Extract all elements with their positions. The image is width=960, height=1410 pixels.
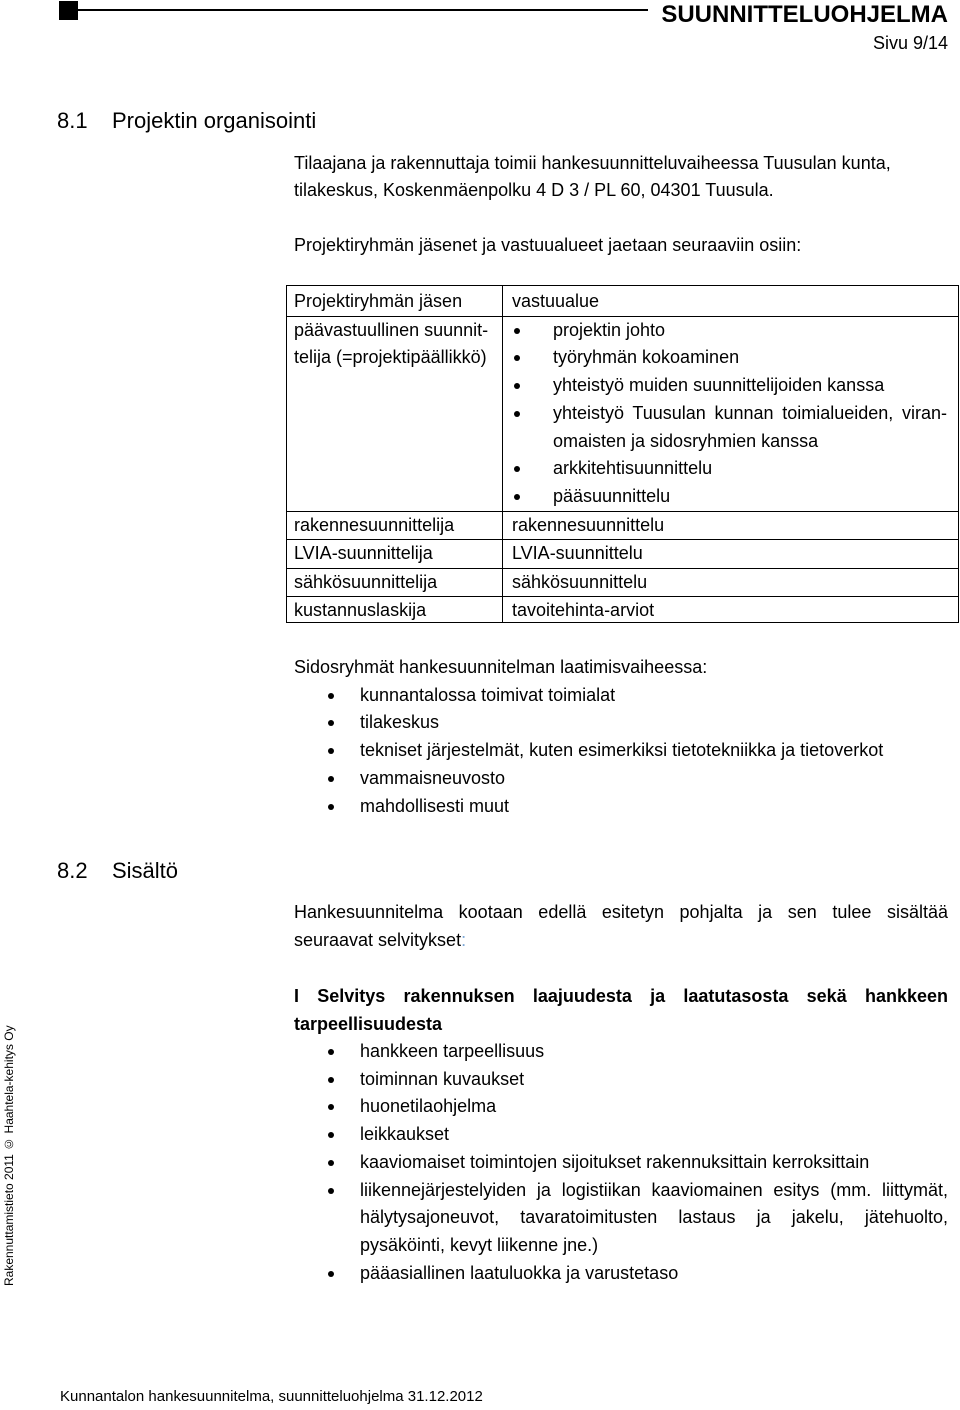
table-cell-area-item-continued: omaisten ja sidosryhmien kanssa (553, 431, 819, 451)
part-1-list-item: toiminnan kuvaukset (360, 1069, 525, 1089)
table-cell-member: telija (=projektipäällikkö) (294, 347, 487, 367)
part-1-list-item: leikkaukset (360, 1124, 450, 1144)
bullet-icon (514, 411, 520, 417)
section-1-intro-line: Tilaajana ja rakennuttaja toimii hankesuunnitteluvaiheessa Tuusulan kunta, (294, 153, 891, 173)
part-1-list-item-continued: hälytysajoneuvot, tavaratoimitusten lastaus ja jakelu, jätehuolto, (360, 1207, 948, 1227)
section-2-intro-colon: : (461, 930, 467, 950)
table-cell-member: sähkösuunnittelija (294, 572, 438, 592)
part-1-list-item-continued: pysäköinti, kevyt liikenne jne.) (360, 1235, 599, 1255)
section-2-intro-line (294, 927, 466, 953)
bullet-icon (328, 1132, 334, 1138)
bullet-icon (514, 328, 520, 334)
part-1-list-item: pääasiallinen laatuluokka ja varustetaso (360, 1263, 679, 1283)
stakeholder-list-item: tekniset järjestelmät, kuten esimerkiksi tietotekniikka ja tietoverkot (360, 740, 884, 760)
section-2-number: 8.2 (57, 858, 88, 883)
section-1-intro-line: tilakeskus, Koskenmäenpolku 4 D 3 / PL 60, 04301 Tuusula. (294, 180, 774, 200)
bullet-icon (328, 1104, 334, 1110)
part-1-list-item: kaaviomaiset toimintojen sijoitukset rakennuksittain kerroksittain (360, 1152, 870, 1172)
table-cell-area-item: työryhmän kokoaminen (553, 347, 740, 367)
bullet-icon (328, 1188, 334, 1194)
table-cell-area: sähkösuunnittelu (512, 572, 648, 592)
team-table-header-area: vastuualue (512, 291, 600, 311)
bullet-icon (514, 466, 520, 472)
part-1-list-item: hankkeen tarpeellisuus (360, 1041, 545, 1061)
document-type-title: SUUNNITTELUOHJELMA (661, 1, 948, 28)
bullet-icon (514, 355, 520, 361)
sidebar-copyright: Rakennuttamistieto 2011 © Haahtela-kehitys Oy (2, 1025, 16, 1286)
table-cell-area-item: yhteistyö muiden suunnittelijoiden kanssa (553, 375, 885, 395)
bullet-icon (328, 1160, 334, 1166)
stakeholders-intro: Sidosryhmät hankesuunnitelman laatimisvaiheessa: (294, 657, 708, 677)
part-1-title-line: tarpeellisuudesta (294, 1014, 443, 1034)
team-table-intro: Projektiryhmän jäsenet ja vastuualueet jaetaan seuraaviin osiin: (294, 235, 802, 255)
team-table-column-divider (502, 285, 503, 623)
stakeholder-list-item: tilakeskus (360, 712, 440, 732)
section-2-intro-line: Hankesuunnitelma kootaan edellä esitetyn pohjalta ja sen tulee sisältää (294, 902, 948, 922)
stakeholder-list-item: mahdollisesti muut (360, 796, 510, 816)
stakeholder-list-item: kunnantalossa toimivat toimialat (360, 685, 616, 705)
bullet-icon (328, 748, 334, 754)
table-cell-area: rakennesuunnittelu (512, 515, 665, 535)
table-cell-area-item: arkkitehtisuunnittelu (553, 458, 713, 478)
bullet-icon (328, 693, 334, 699)
part-1-list-item: huonetilaohjelma (360, 1096, 497, 1116)
section-2-intro-text: seuraavat selvitykset (294, 930, 462, 950)
table-cell-member: rakennesuunnittelija (294, 515, 455, 535)
section-1-title: Projektin organisointi (112, 108, 317, 133)
page-number: Sivu 9/14 (872, 33, 948, 53)
bullet-icon (328, 1077, 334, 1083)
table-cell-area-item: projektin johto (553, 320, 666, 340)
header-rule (78, 9, 648, 11)
part-1-title-line: I Selvitys rakennuksen laajuudesta ja laatutasosta sekä hankkeen (294, 986, 948, 1006)
bullet-icon (328, 1049, 334, 1055)
table-cell-member: LVIA-suunnittelija (294, 543, 433, 563)
bullet-icon (328, 776, 334, 782)
bullet-icon (514, 383, 520, 389)
page-footer: Kunnantalon hankesuunnitelma, suunnitteluohjelma 31.12.2012 (60, 1388, 483, 1405)
team-table-header-member: Projektiryhmän jäsen (294, 291, 463, 311)
table-cell-area: LVIA-suunnittelu (512, 543, 643, 563)
table-cell-area: tavoitehinta-arviot (512, 600, 655, 620)
bullet-icon (328, 804, 334, 810)
bullet-icon (328, 1271, 334, 1277)
section-2-title: Sisältö (112, 858, 179, 883)
bullet-icon (328, 720, 334, 726)
header-block-mark (59, 1, 78, 20)
table-cell-area-item: yhteistyö Tuusulan kunnan toimialueiden, viran- (553, 403, 947, 423)
bullet-icon (514, 494, 520, 500)
section-1-number: 8.1 (57, 108, 88, 133)
stakeholder-list-item: vammaisneuvosto (360, 768, 506, 788)
part-1-list-item: liikennejärjestelyiden ja logistiikan kaaviomainen esitys (mm. liittymät, (360, 1180, 948, 1200)
table-cell-area-item: pääsuunnittelu (553, 486, 671, 506)
table-cell-member: kustannuslaskija (294, 600, 427, 620)
table-cell-member: päävastuullinen suunnit- (294, 320, 489, 340)
